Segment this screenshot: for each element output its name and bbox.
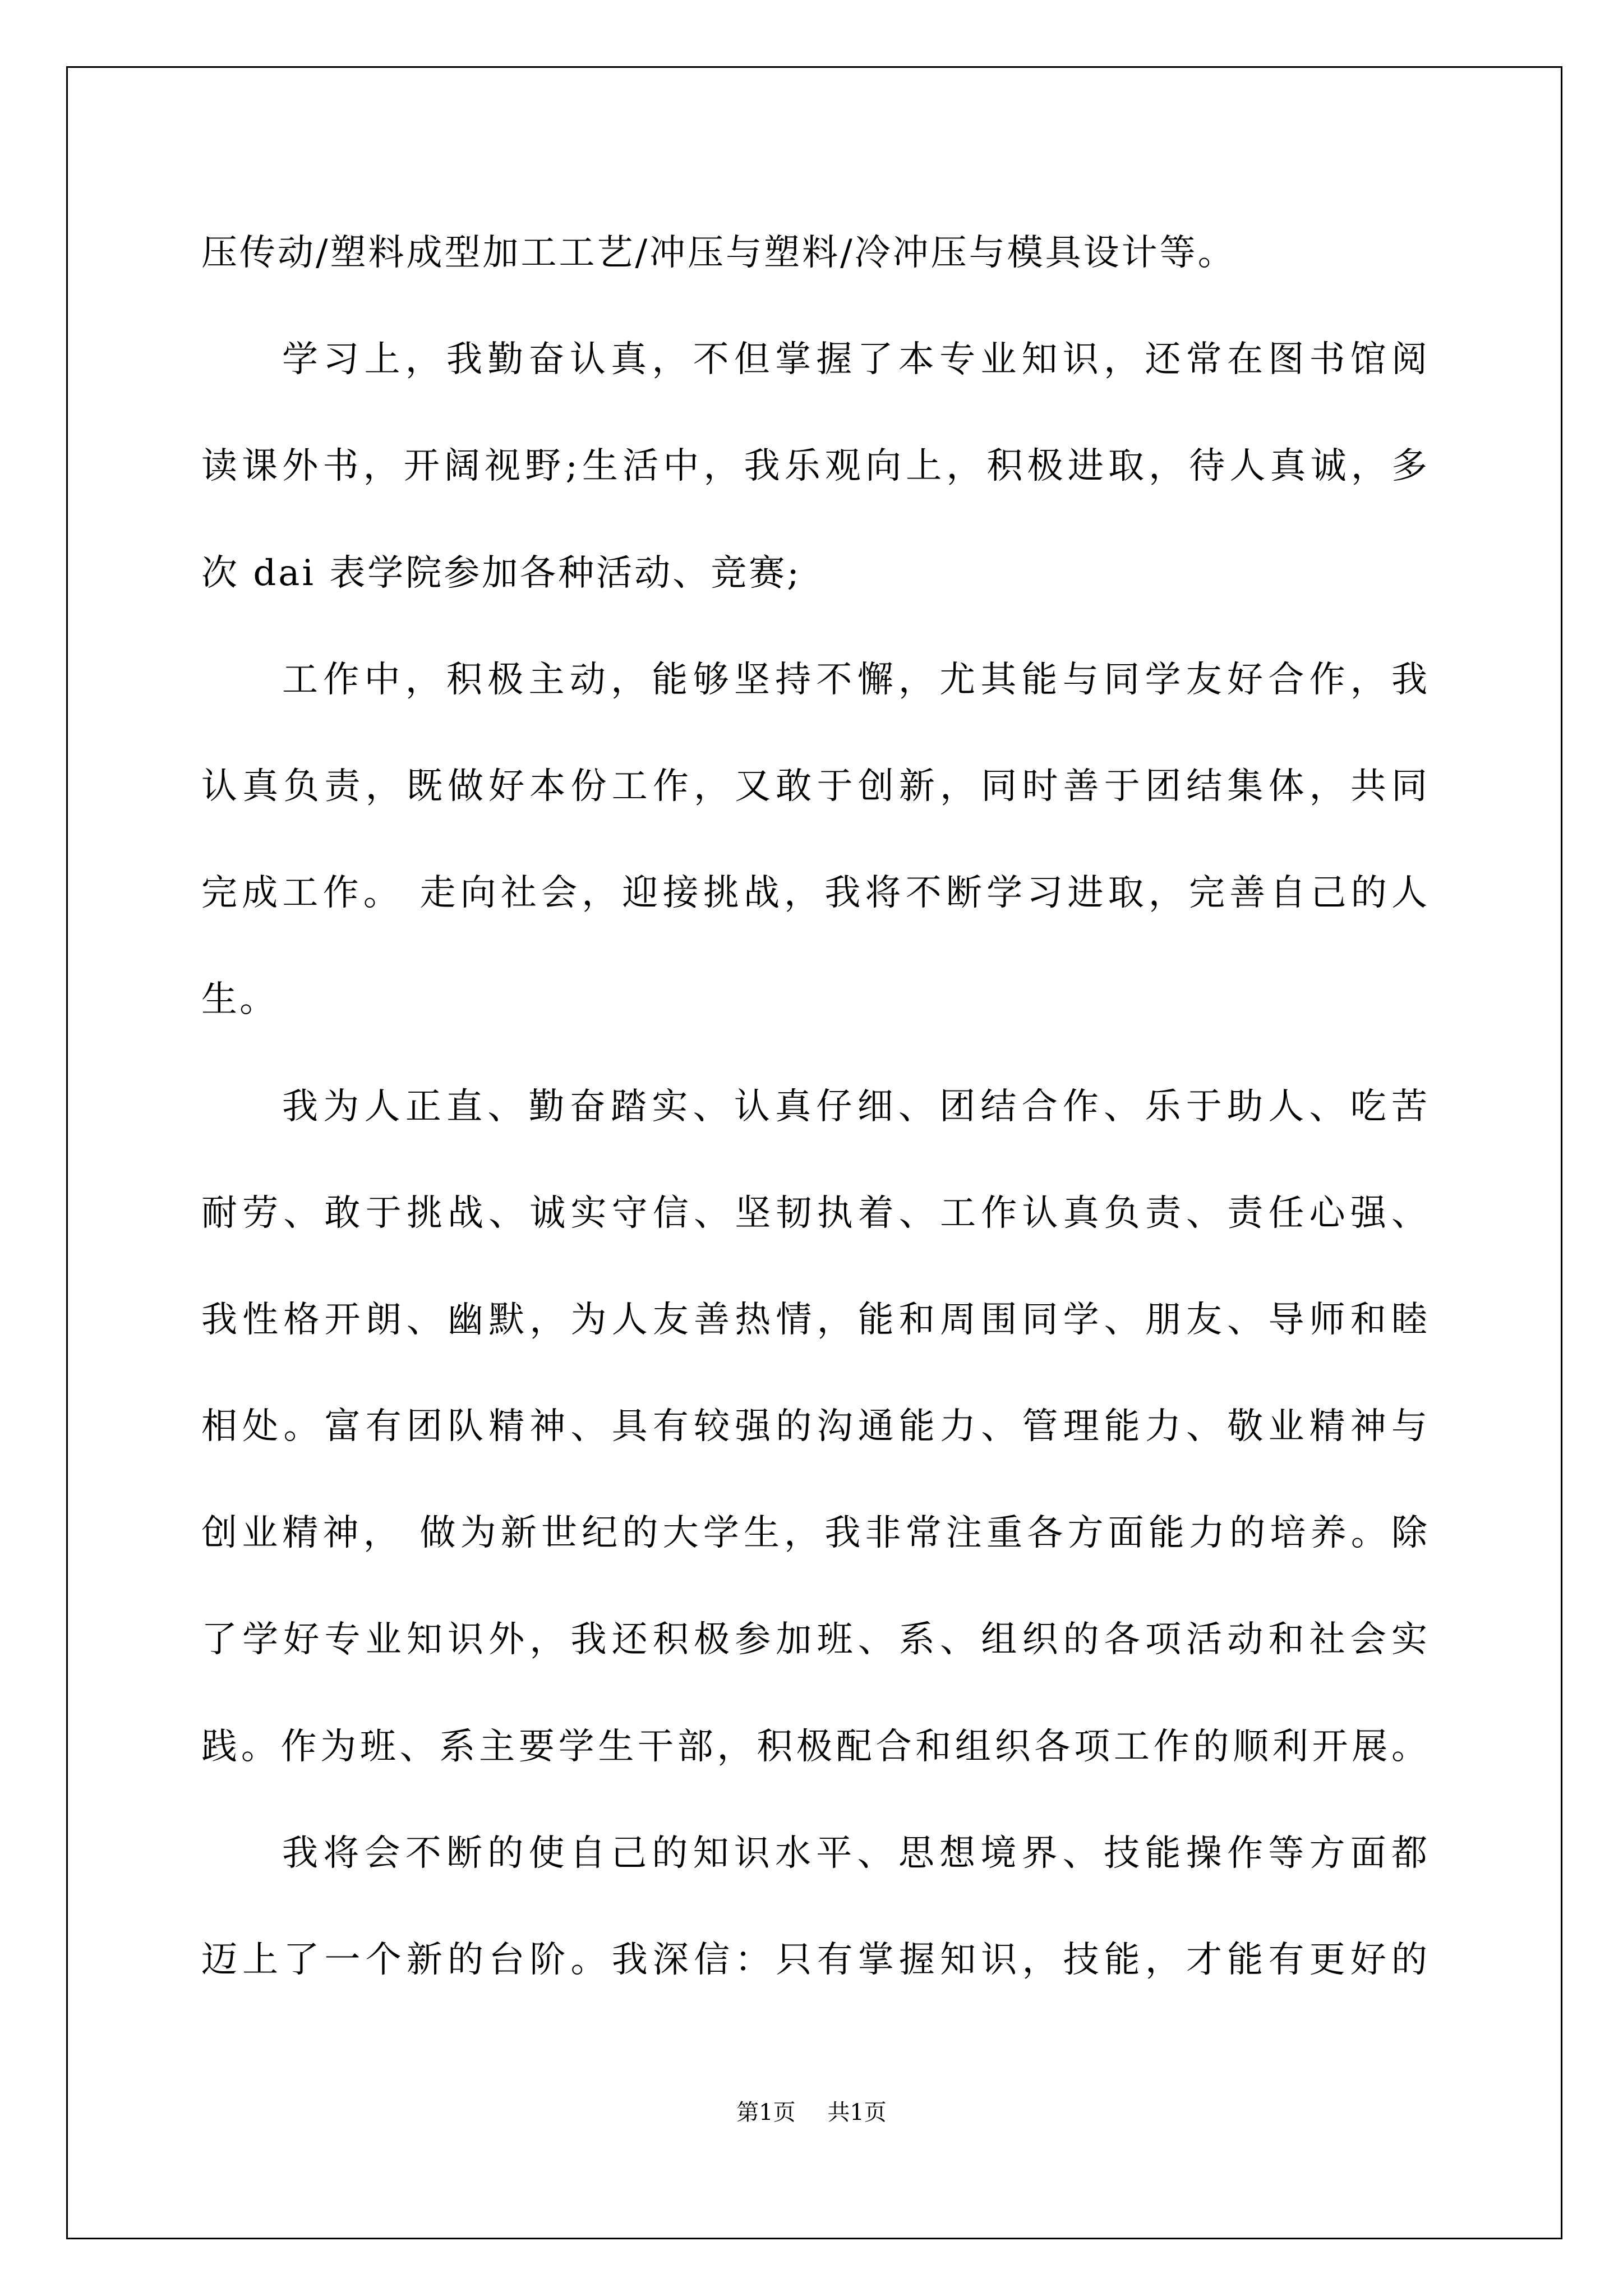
- text-line: 我为人正直、勤奋踏实、认真仔细、团结合作、乐于助人、吃苦: [282, 1085, 1430, 1128]
- paragraph: [201, 1053, 1430, 1800]
- text-line: 次 dai 表学院参加各种活动、竞赛;: [201, 552, 801, 594]
- text-line: 践。作为班、系主要学生干部，积极配合和组织各项工作的顺利开展。: [201, 1726, 1430, 1768]
- text-line: 工作中，积极主动，能够坚持不懈，尤其能与同学友好合作，我: [282, 659, 1430, 701]
- paragraph: [201, 306, 1430, 627]
- text-line: 迈上了一个新的台阶。我深信：只有掌握知识，技能，才能有更好的: [201, 1939, 1430, 1981]
- paragraph: [201, 1800, 1430, 2013]
- text-line: 读课外书，开阔视野;生活中，我乐观向上，积极进取，待人真诚，多: [201, 445, 1430, 487]
- paragraph: [201, 200, 1430, 306]
- paragraph: [201, 627, 1430, 1053]
- text-line: 认真负责，既做好本份工作，又敢于创新，同时善于团结集体，共同: [201, 765, 1430, 807]
- text-line: 耐劳、敢于挑战、诚实守信、坚韧执着、工作认真负责、责任心强、: [201, 1192, 1430, 1234]
- page-number: 第1页: [736, 2100, 796, 2125]
- page-footer: [0, 2096, 1623, 2129]
- text-line: 相处。富有团队精神、具有较强的沟通能力、管理能力、敬业精神与: [201, 1406, 1430, 1448]
- text-line: 学习上，我勤奋认真，不但掌握了本专业知识，还常在图书馆阅: [282, 339, 1430, 381]
- text-line: 完成工作。 走向社会，迎接挑战，我将不断学习进取，完善自己的人: [201, 872, 1430, 914]
- text-line: 创业精神， 做为新世纪的大学生，我非常注重各方面能力的培养。除: [201, 1512, 1430, 1554]
- text-line: 我性格开朗、幽默，为人友善热情，能和周围同学、朋友、导师和睦: [201, 1299, 1430, 1341]
- document-body: [201, 200, 1430, 2013]
- text-line: 压传动/塑料成型加工工艺/冲压与塑料/冷冲压与模具设计等。: [201, 232, 1236, 274]
- text-line: 生。: [201, 979, 278, 1021]
- page-total: 共1页: [827, 2100, 887, 2125]
- text-line: 我将会不断的使自己的知识水平、思想境界、技能操作等方面都: [282, 1832, 1430, 1874]
- text-line: 了学好专业知识外，我还积极参加班、系、组织的各项活动和社会实: [201, 1619, 1430, 1661]
